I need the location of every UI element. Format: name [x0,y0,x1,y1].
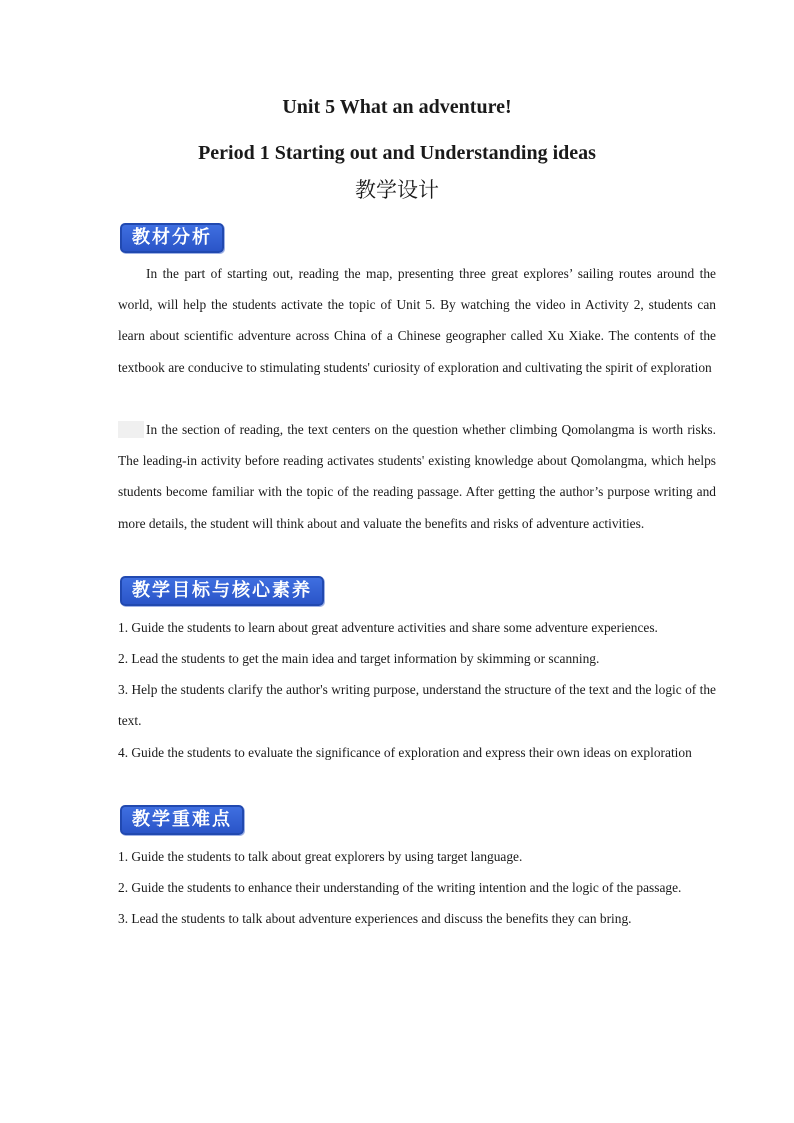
key-point-item-2: 2. Guide the students to enhance their understanding of the writing intention and the logic of the passage. [118,880,682,895]
highlight-mark [118,421,144,438]
key-point-item-3: 3. Lead the students to talk about adventure experiences and discuss the benefits they can bring. [118,911,632,926]
objective-item-1: 1. Guide the students to learn about great adventure activities and share some adventure experiences. [118,620,658,635]
objective-item-2: 2. Lead the students to get the main idea and target information by skimming or scanning. [118,651,600,666]
analysis-paragraph-2 [118,414,716,539]
section-badge-key-difficult-points: 教学重难点 [120,805,244,835]
document-subtitle: 教学设计 [355,178,439,202]
unit-title: Unit 5 What an adventure! [282,96,512,118]
key-point-item-1: 1. Guide the students to talk about great explorers by using target language. [118,849,523,864]
section-badge-teaching-objectives: 教学目标与核心素养 [120,576,324,606]
section-badge-textbook-analysis: 教材分析 [120,223,224,253]
objective-item-3: 3. Help the students clarify the author's writing purpose, understand the structure of the text and the logic of the text. [118,682,716,729]
period-title: Period 1 Starting out and Understanding ideas [198,142,596,164]
analysis-paragraph-2-text: In the section of reading, the text centers on the question whether climbing Qomolangma is worth risks. The leading-in activity before reading activates students' existing knowledge about Qomolangma, which helps students become familiar with the topic of the reading passage. After getting the author’s purpose writing and more details, the student will think about and valuate the benefits and risks of adventure activities. [118,422,716,531]
objective-item-4: 4. Guide the students to evaluate the significance of exploration and express their own ideas on exploration [118,745,692,760]
analysis-paragraph-1: In the part of starting out, reading the map, presenting three great explores’ sailing routes around the world, will help the students activate the topic of Unit 5. By watching the video in Activity 2, students can learn about scientific adventure across China of a Chinese geographer called Xu Xiake. The contents of the textbook are conducive to stimulating students' curiosity of exploration and cultivating the spirit of exploration [118,266,716,375]
